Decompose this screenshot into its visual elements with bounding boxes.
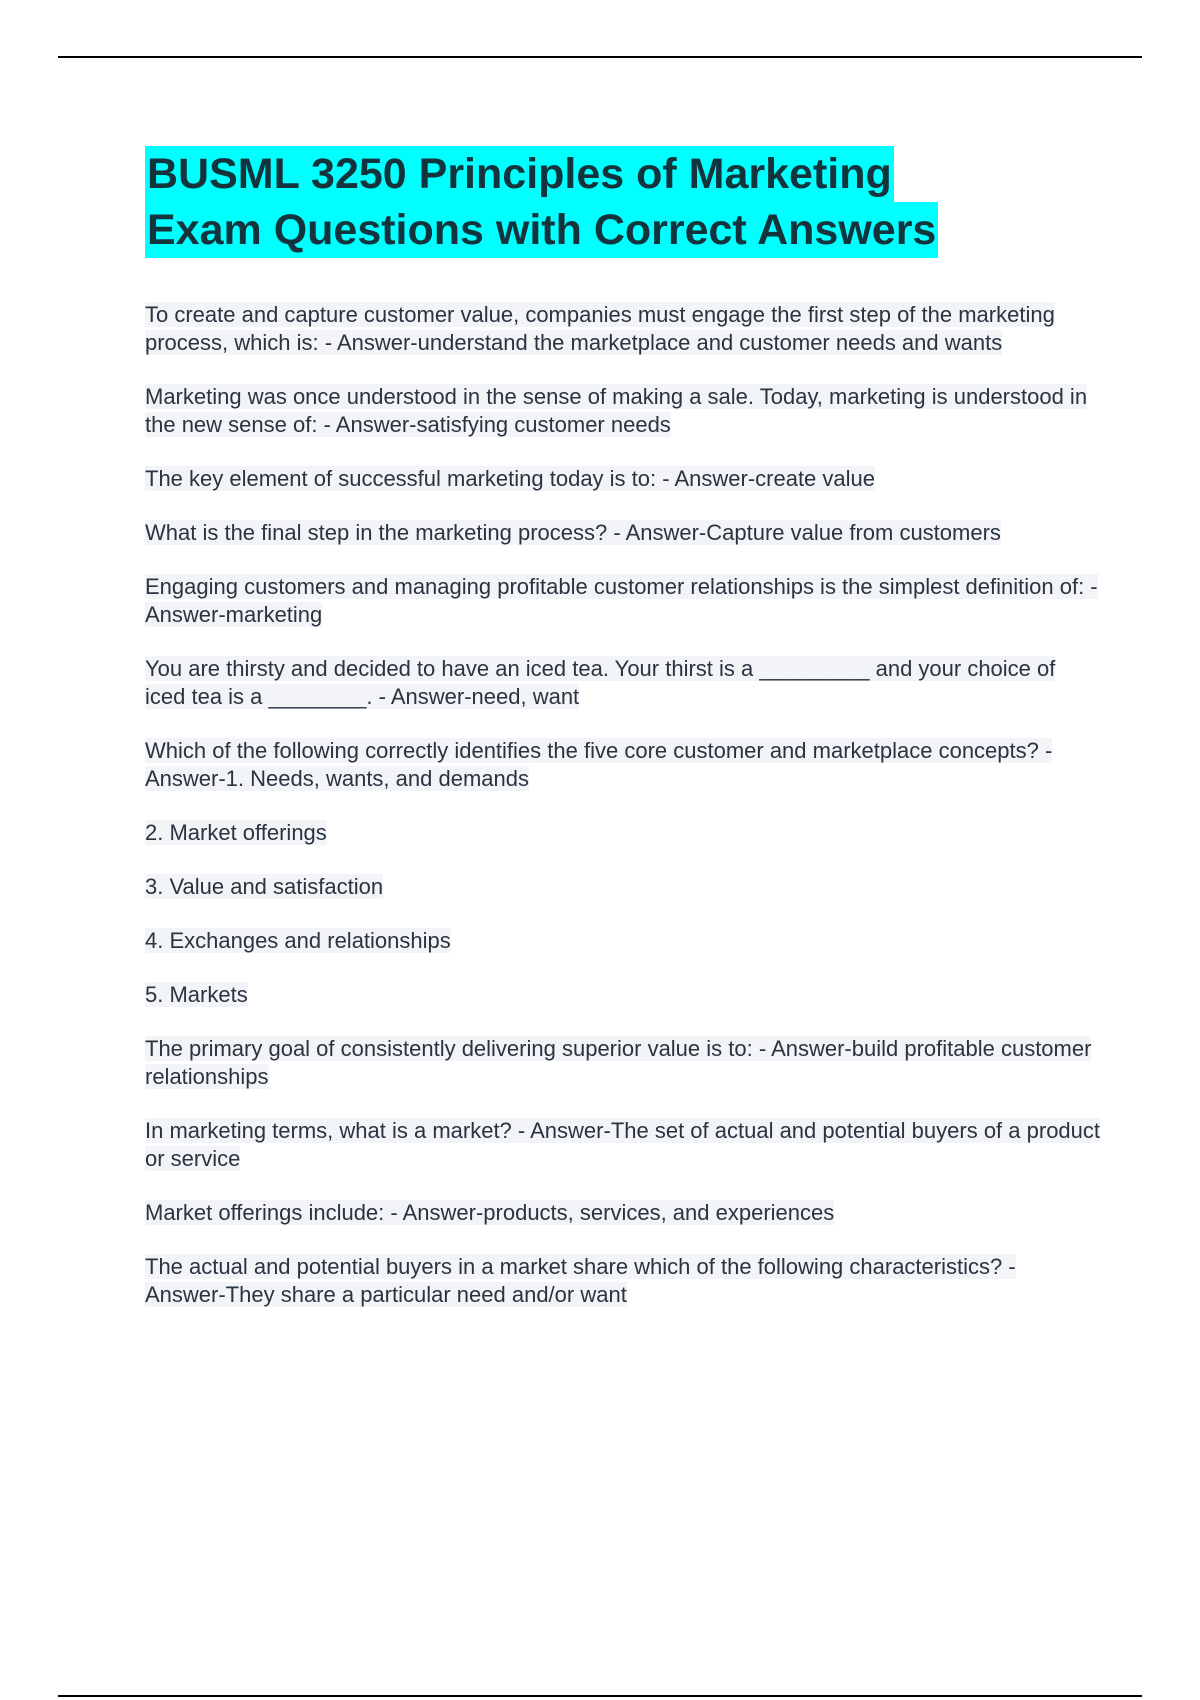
qa-paragraph-8 bbox=[145, 1035, 1100, 1091]
list-item-5 bbox=[145, 981, 1100, 1009]
qa-paragraph-7 bbox=[145, 737, 1100, 793]
title-line-2: Exam Questions with Correct Answers bbox=[145, 202, 938, 258]
qa-paragraph-2 bbox=[145, 383, 1100, 439]
qa-text: What is the final step in the marketing process? - Answer-Capture value from customers bbox=[145, 520, 1001, 545]
qa-text: Which of the following correctly identifies the five core customer and marketplace concepts? - Answer-1. Needs, wants, and demands bbox=[145, 738, 1053, 791]
qa-text: 3. Value and satisfaction bbox=[145, 874, 384, 899]
qa-paragraph-6 bbox=[145, 655, 1100, 711]
footer-rule bbox=[58, 1695, 1142, 1697]
title-line-1: BUSML 3250 Principles of Marketing bbox=[145, 146, 894, 202]
qa-paragraph-4 bbox=[145, 519, 1100, 547]
qa-text: Marketing was once understood in the sense of making a sale. Today, marketing is understood in the new sense of: - Answer-satisfying customer needs bbox=[145, 384, 1088, 437]
qa-paragraph-9 bbox=[145, 1117, 1100, 1173]
qa-text: The actual and potential buyers in a market share which of the following characteristics? - Answer-They share a particular need and/or want bbox=[145, 1254, 1016, 1307]
qa-paragraph-3 bbox=[145, 465, 1100, 493]
qa-text: Engaging customers and managing profitable customer relationships is the simplest definition of: - Answer-marketing bbox=[145, 574, 1098, 627]
qa-text: You are thirsty and decided to have an iced tea. Your thirst is a _________ and your choice of iced tea is a ________. - Answer-need, want bbox=[145, 656, 1056, 709]
qa-paragraph-11 bbox=[145, 1253, 1100, 1309]
qa-paragraph-1 bbox=[145, 301, 1100, 357]
qa-text: 5. Markets bbox=[145, 982, 248, 1007]
qa-text: 2. Market offerings bbox=[145, 820, 327, 845]
list-item-2 bbox=[145, 819, 1100, 847]
qa-text: To create and capture customer value, companies must engage the first step of the marketing process, which is: - Answer-understand the marketplace and customer needs and wants bbox=[145, 302, 1055, 355]
header-rule bbox=[58, 56, 1142, 58]
list-item-4 bbox=[145, 927, 1100, 955]
qa-text: The primary goal of consistently delivering superior value is to: - Answer-build profitable customer relationships bbox=[145, 1036, 1092, 1089]
qa-paragraph-10 bbox=[145, 1199, 1100, 1227]
question-list bbox=[145, 301, 1100, 1335]
qa-text: In marketing terms, what is a market? - Answer-The set of actual and potential buyers of a product or service bbox=[145, 1118, 1101, 1171]
list-item-3 bbox=[145, 873, 1100, 901]
qa-text: Market offerings include: - Answer-products, services, and experiences bbox=[145, 1200, 835, 1225]
document-title bbox=[145, 146, 1105, 258]
qa-paragraph-5 bbox=[145, 573, 1100, 629]
qa-text: 4. Exchanges and relationships bbox=[145, 928, 451, 953]
qa-text: The key element of successful marketing today is to: - Answer-create value bbox=[145, 466, 875, 491]
